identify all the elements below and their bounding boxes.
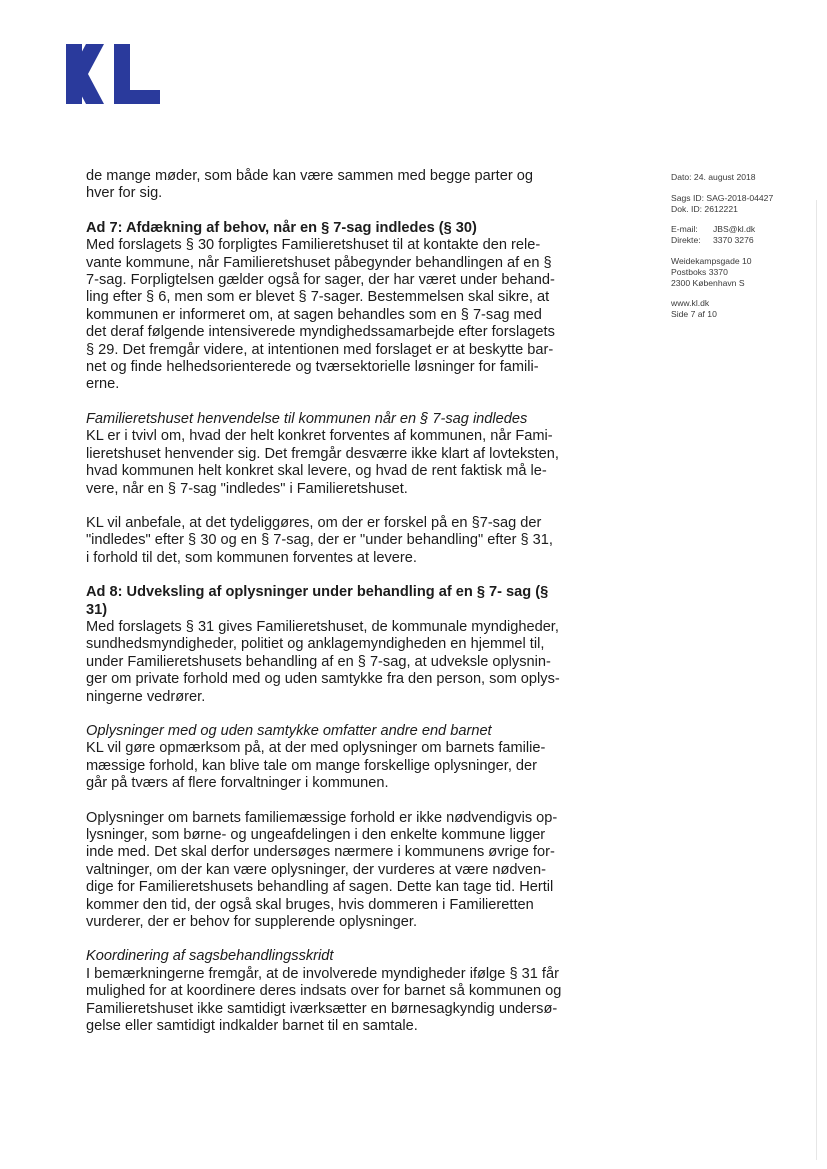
text-line: net og finde helhedsorienterede og tværsektorielle løsninger for famili-: [86, 359, 539, 376]
text-line: kommunen er informeret om, at sagen behandles som en § 7-sag med: [86, 306, 542, 323]
text-line: lysninger, som børne- og ungeafdelingen i den enkelte kommune ligger: [86, 827, 546, 843]
text-line: går på tværs af flere forvaltninger i kommunen.: [86, 775, 389, 792]
text-line: ling efter § 6, men som er blevet § 7-sager. Bestemmelsen skal sikre, at: [86, 289, 550, 306]
case-id: Sags ID: SAG-2018-04427: [671, 192, 774, 203]
document-body: [86, 168, 562, 1035]
paragraph: [86, 428, 559, 498]
address-city: 2300 København S: [671, 277, 745, 288]
section-heading: [86, 220, 556, 237]
text-line: det deraf følgende intensiverede myndighedssamarbejde efter forslagets: [86, 324, 555, 341]
text-line: Koordinering af sagsbehandlingsskridt: [86, 948, 334, 965]
text-line: Ad 8: Udveksling af oplysninger under behandling af en § 7- sag (§: [86, 584, 549, 601]
paragraph: [86, 965, 562, 1036]
text-line: KL vil gøre opmærksom på, at der med oplysninger om barnets familie-: [86, 740, 546, 757]
text-line: ningerne vedrører.: [86, 688, 206, 705]
text-line: Familieretshuset henvendelse til kommunen når en § 7-sag indledes: [86, 410, 528, 427]
text-line: inde med. Det skal derfor undersøges nærmere i kommunens øvrige for-: [86, 844, 555, 861]
text-line: Oplysninger med og uden samtykke omfatter andre end barnet: [86, 722, 492, 739]
text-line: KL vil anbefale, at det tydeliggøres, om der er forskel på en §7-sag der: [86, 514, 542, 531]
paragraph: [86, 810, 556, 932]
email-value[interactable]: JBS@kl.dk: [713, 224, 756, 235]
email-row: [671, 224, 811, 235]
text-line: 31): [86, 601, 108, 618]
doc-id: Dok. ID: 2612221: [671, 203, 738, 214]
text-line: Ad 7: Afdækning af behov, når en § 7-sag indledes (§ 30): [86, 219, 477, 236]
text-line: I bemærkningerne fremgår, at de involverede myndigheder ifølge § 31 får: [86, 965, 559, 982]
text-line: KL er i tvivl om, hvad der helt konkret forventes af kommunen, når Fami-: [86, 428, 553, 445]
text-line: 7-sag. Forpligtelsen gælder også for sager, der har været under behand-: [86, 272, 555, 289]
phone-label: Direkte:: [671, 235, 701, 246]
text-line: Familieretshuset ikke samtidigt iværksætter en børnesagkyndig undersø-: [86, 1000, 558, 1017]
website-link[interactable]: www.kl.dk: [671, 298, 710, 309]
document-metadata-sidebar: [671, 172, 811, 330]
text-line: § 29. Det fremgår videre, at intentionen med forslaget er at beskytte bar-: [86, 341, 554, 358]
phone-value: 3370 3276: [713, 235, 754, 246]
paragraph: [86, 740, 556, 792]
page-edge-shadow: [816, 200, 817, 1160]
section-heading: [86, 584, 556, 619]
subheading: [86, 948, 556, 965]
kl-logo: [66, 44, 166, 104]
text-line: kommer den tid, der også skal bruges, hvis dommeren i Familieretten: [86, 896, 534, 913]
text-line: ger om private forhold med og uden samtykke fra den person, som oplys-: [86, 671, 560, 688]
text-line: gelse eller samtidigt indkalder barnet til en samtale.: [86, 1018, 418, 1035]
text-line: vante kommune, når Familieretshuset påbegynder behandlingen af en §: [86, 254, 552, 271]
text-line: sundhedsmyndigheder, politiet og anklagemyndigheden en hjemmel til,: [86, 636, 545, 653]
email-label: E-mail:: [671, 224, 698, 235]
paragraph: [86, 168, 556, 203]
text-line: i forhold til det, som kommunen forventes at levere.: [86, 549, 417, 566]
paragraph: [86, 618, 560, 706]
text-line: vurderer, der er behov for supplerende oplysninger.: [86, 914, 417, 931]
date: Dato: 24. august 2018: [671, 172, 756, 182]
text-line: dige for Familieretshusets behandling af sagen. Dette kan tage tid. Hertil: [86, 879, 554, 896]
text-line: vere, når en § 7-sag "indledes" i Familieretshuset.: [86, 480, 408, 497]
text-line: mæssige forhold, kan blive tale om mange forskellige oplysninger, der: [86, 757, 538, 774]
address-box: Postboks 3370: [671, 266, 728, 277]
text-line: Oplysninger om barnets familiemæssige forhold er ikke nødvendigvis op-: [86, 809, 558, 826]
text-line: erne.: [86, 376, 120, 393]
phone-row: [671, 235, 811, 246]
text-line: valtninger, om der kan være oplysninger, der vurderes at være nødven-: [86, 861, 546, 878]
text-line: under Familieretshusets behandling af en § 7-sag, at udveksle oplysnin-: [86, 653, 551, 670]
text-line: hvad kommunen helt konkret skal levere, og hvad de rent faktisk må le-: [86, 463, 547, 480]
text-line: Med forslagets § 30 forpligtes Familieretshuset til at kontakte den rele-: [86, 237, 541, 254]
paragraph: [86, 515, 556, 567]
subheading: [86, 411, 556, 428]
text-line: lieretshuset henvender sig. Det fremgår desværre ikke klart af lovteksten,: [86, 445, 559, 462]
text-line: "indledes" efter § 30 og en § 7-sag, der er "under behandling" efter § 31,: [86, 532, 553, 549]
subheading: [86, 723, 556, 740]
text-line: Med forslagets § 31 gives Familieretshuset, de kommunale myndigheder,: [86, 618, 559, 635]
text-line: hver for sig.: [86, 185, 163, 202]
text-line: mulighed for at koordinere deres indsats over for barnet så kommunen og: [86, 983, 562, 1000]
address-street: Weidekampsgade 10: [671, 255, 752, 266]
text-line: de mange møder, som både kan være sammen med begge parter og: [86, 168, 533, 184]
paragraph: [86, 237, 556, 394]
page-number: Side 7 af 10: [671, 309, 717, 320]
